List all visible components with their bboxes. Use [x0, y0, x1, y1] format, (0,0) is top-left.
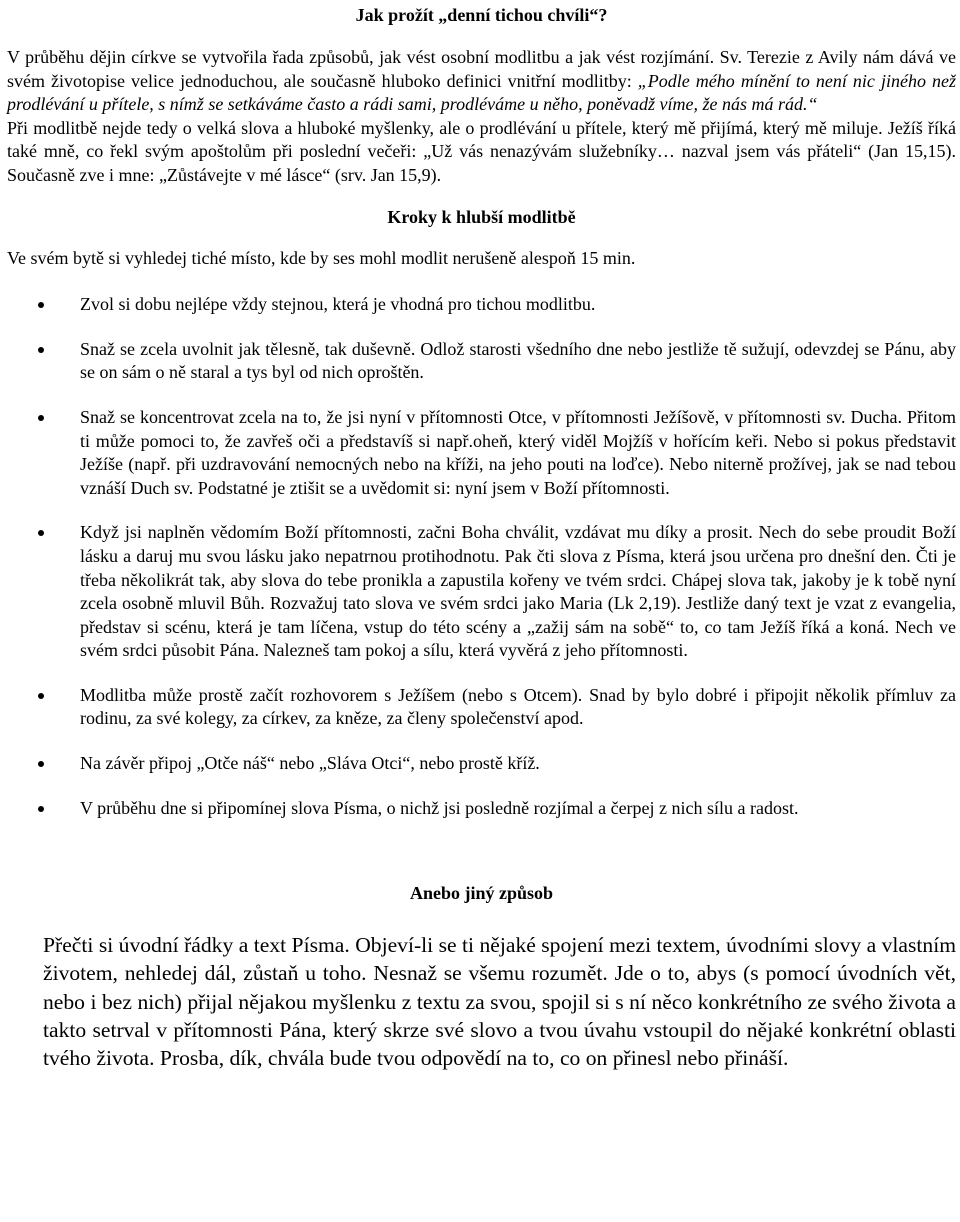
bullet-icon: [38, 530, 44, 536]
list-item: Snaž se koncentrovat zcela na to, že jsi nyní v přítomnosti Otce, v přítomnosti Ježíšově, v přítomnosti sv. Ducha. Přitom ti může pomoci to, že zavřeš oči a představíš si např.oheň, který viděl Mojžíš v hořícím keři. Nebo si pokus představit Ježíše (např. při uzdravování nemocných nebo na kříži, na jeho pouti na loďce). Nebo niterně prožívej, jak se nad tebou vznáší Duch sv. Podstatné je ztišit se a uvědomit si: nyní jsem v Boží přítomnosti.: [7, 406, 956, 500]
alternative-paragraph: Přečti si úvodní řádky a text Písma. Objeví-li se ti nějaké spojení mezi textem, úvodními slovy a vlastním životem, nehledej dál, zůstaň u toho. Nesnaž se všemu rozumět. Jde o to, abys (s pomocí úvodních vět, nebo i bez nich) přijal nějakou myšlenku z textu za svou, spojil si s ní něco konkrétního ze svého života a takto setrval v přítomnosti Pána, který skrze své slovo a tvou úvahu vstoupil do nějaké konkrétní oblasti tvého života. Prosba, dík, chvála bude tvou odpovědí na to, co on přinesl nebo přináší.: [43, 933, 956, 1071]
bullet-icon: [38, 806, 44, 812]
bullet-icon: [38, 415, 44, 421]
bullet-icon: [38, 761, 44, 767]
intro-paragraph: [7, 46, 956, 117]
intro-quote: „Podle mého mínění to není nic jiného než prodlévání u přítele, s nímž se setkáváme často a rádi sami, prodléváme u něho, poněvadž víme, že nás má rád.“: [7, 70, 956, 115]
intro-text: V průběhu dějin církve se vytvořila řada způsobů, jak vést osobní modlitbu a jak vést rozjímání. Sv. Terezie z Avily nám dává ve svém životopise velice jednoduchou, ale současně hluboko definici vnitřní modlitby:: [7, 47, 956, 91]
list-item: V průběhu dne si připomínej slova Písma, o nichž jsi posledně rozjímal a čerpej z nich sílu a radost.: [7, 797, 956, 821]
steps-list: [7, 293, 956, 820]
bullet-icon: [38, 302, 44, 308]
list-item: Na závěr připoj „Otče náš“ nebo „Sláva Otci“, nebo prostě kříž.: [7, 752, 956, 776]
bullet-icon: [38, 347, 44, 353]
document-title: Jak prožít „denní tichou chvíli“?: [355, 5, 608, 25]
section-heading-alternative: Anebo jiný způsob: [409, 883, 554, 904]
list-item: Když jsi naplněn vědomím Boží přítomnosti, začni Boha chválit, vzdávat mu díky a prosit. Nech do sebe proudit Boží lásku a daruj mu svou lásku jako nepatrnou protihodnotu. Pak čti slova z Písma, která jsou určena pro dnešní den. Čti je třeba několikrát tak, aby slova do tebe pronikla a zapustila kořeny ve tvém srdci. Chápej slova tak, jakoby je k tobě nyní zcela osobně mluvil Bůh. Rozvažuj tato slova ve svém srdci jako Maria (Lk 2,19). Jestliže daný text je vzat z evangelia, představ si scénu, která je tam líčena, vstup do této scény a „zažij sám na sobě“ to, co tam Ježíš říká a koná. Nech ve svém srdci působit Pána. Nalezneš tam pokoj a sílu, která vyvěrá z jeho přítomnosti.: [7, 521, 956, 663]
intro-paragraph-2: Při modlitbě nejde tedy o velká slova a hluboké myšlenky, ale o prodlévání u přítele, který mě přijímá, který mě miluje. Ježíš říká také mně, co řekl svým apoštolům při poslední večeři: „Už vás nenazývám služebníky… nazval jsem vás přáteli“ (Jan 15,15). Současně zve i mne: „Zůstávejte v mé lásce“ (srv. Jan 15,9).: [7, 117, 956, 185]
list-item: Snaž se zcela uvolnit jak tělesně, tak duševně. Odlož starosti všedního dne nebo jestliže tě sužují, odevzdej se Pánu, aby se on sám o ně staral a tys byl od nich oproštěn.: [7, 338, 956, 385]
steps-lead: Ve svém bytě si vyhledej tiché místo, kde by ses mohl modlit nerušeně alespoň 15 min.: [7, 247, 636, 268]
section-heading-steps: Kroky k hlubší modlitbě: [387, 206, 576, 227]
list-item: Modlitba může prostě začít rozhovorem s Ježíšem (nebo s Otcem). Snad by bylo dobré i připojit několik přímluv za rodinu, za své kolegy, za církev, za kněze, za členy společenství apod.: [7, 684, 956, 731]
list-item: Zvol si dobu nejlépe vždy stejnou, která je vhodná pro tichou modlitbu.: [7, 293, 956, 317]
bullet-icon: [38, 693, 44, 699]
